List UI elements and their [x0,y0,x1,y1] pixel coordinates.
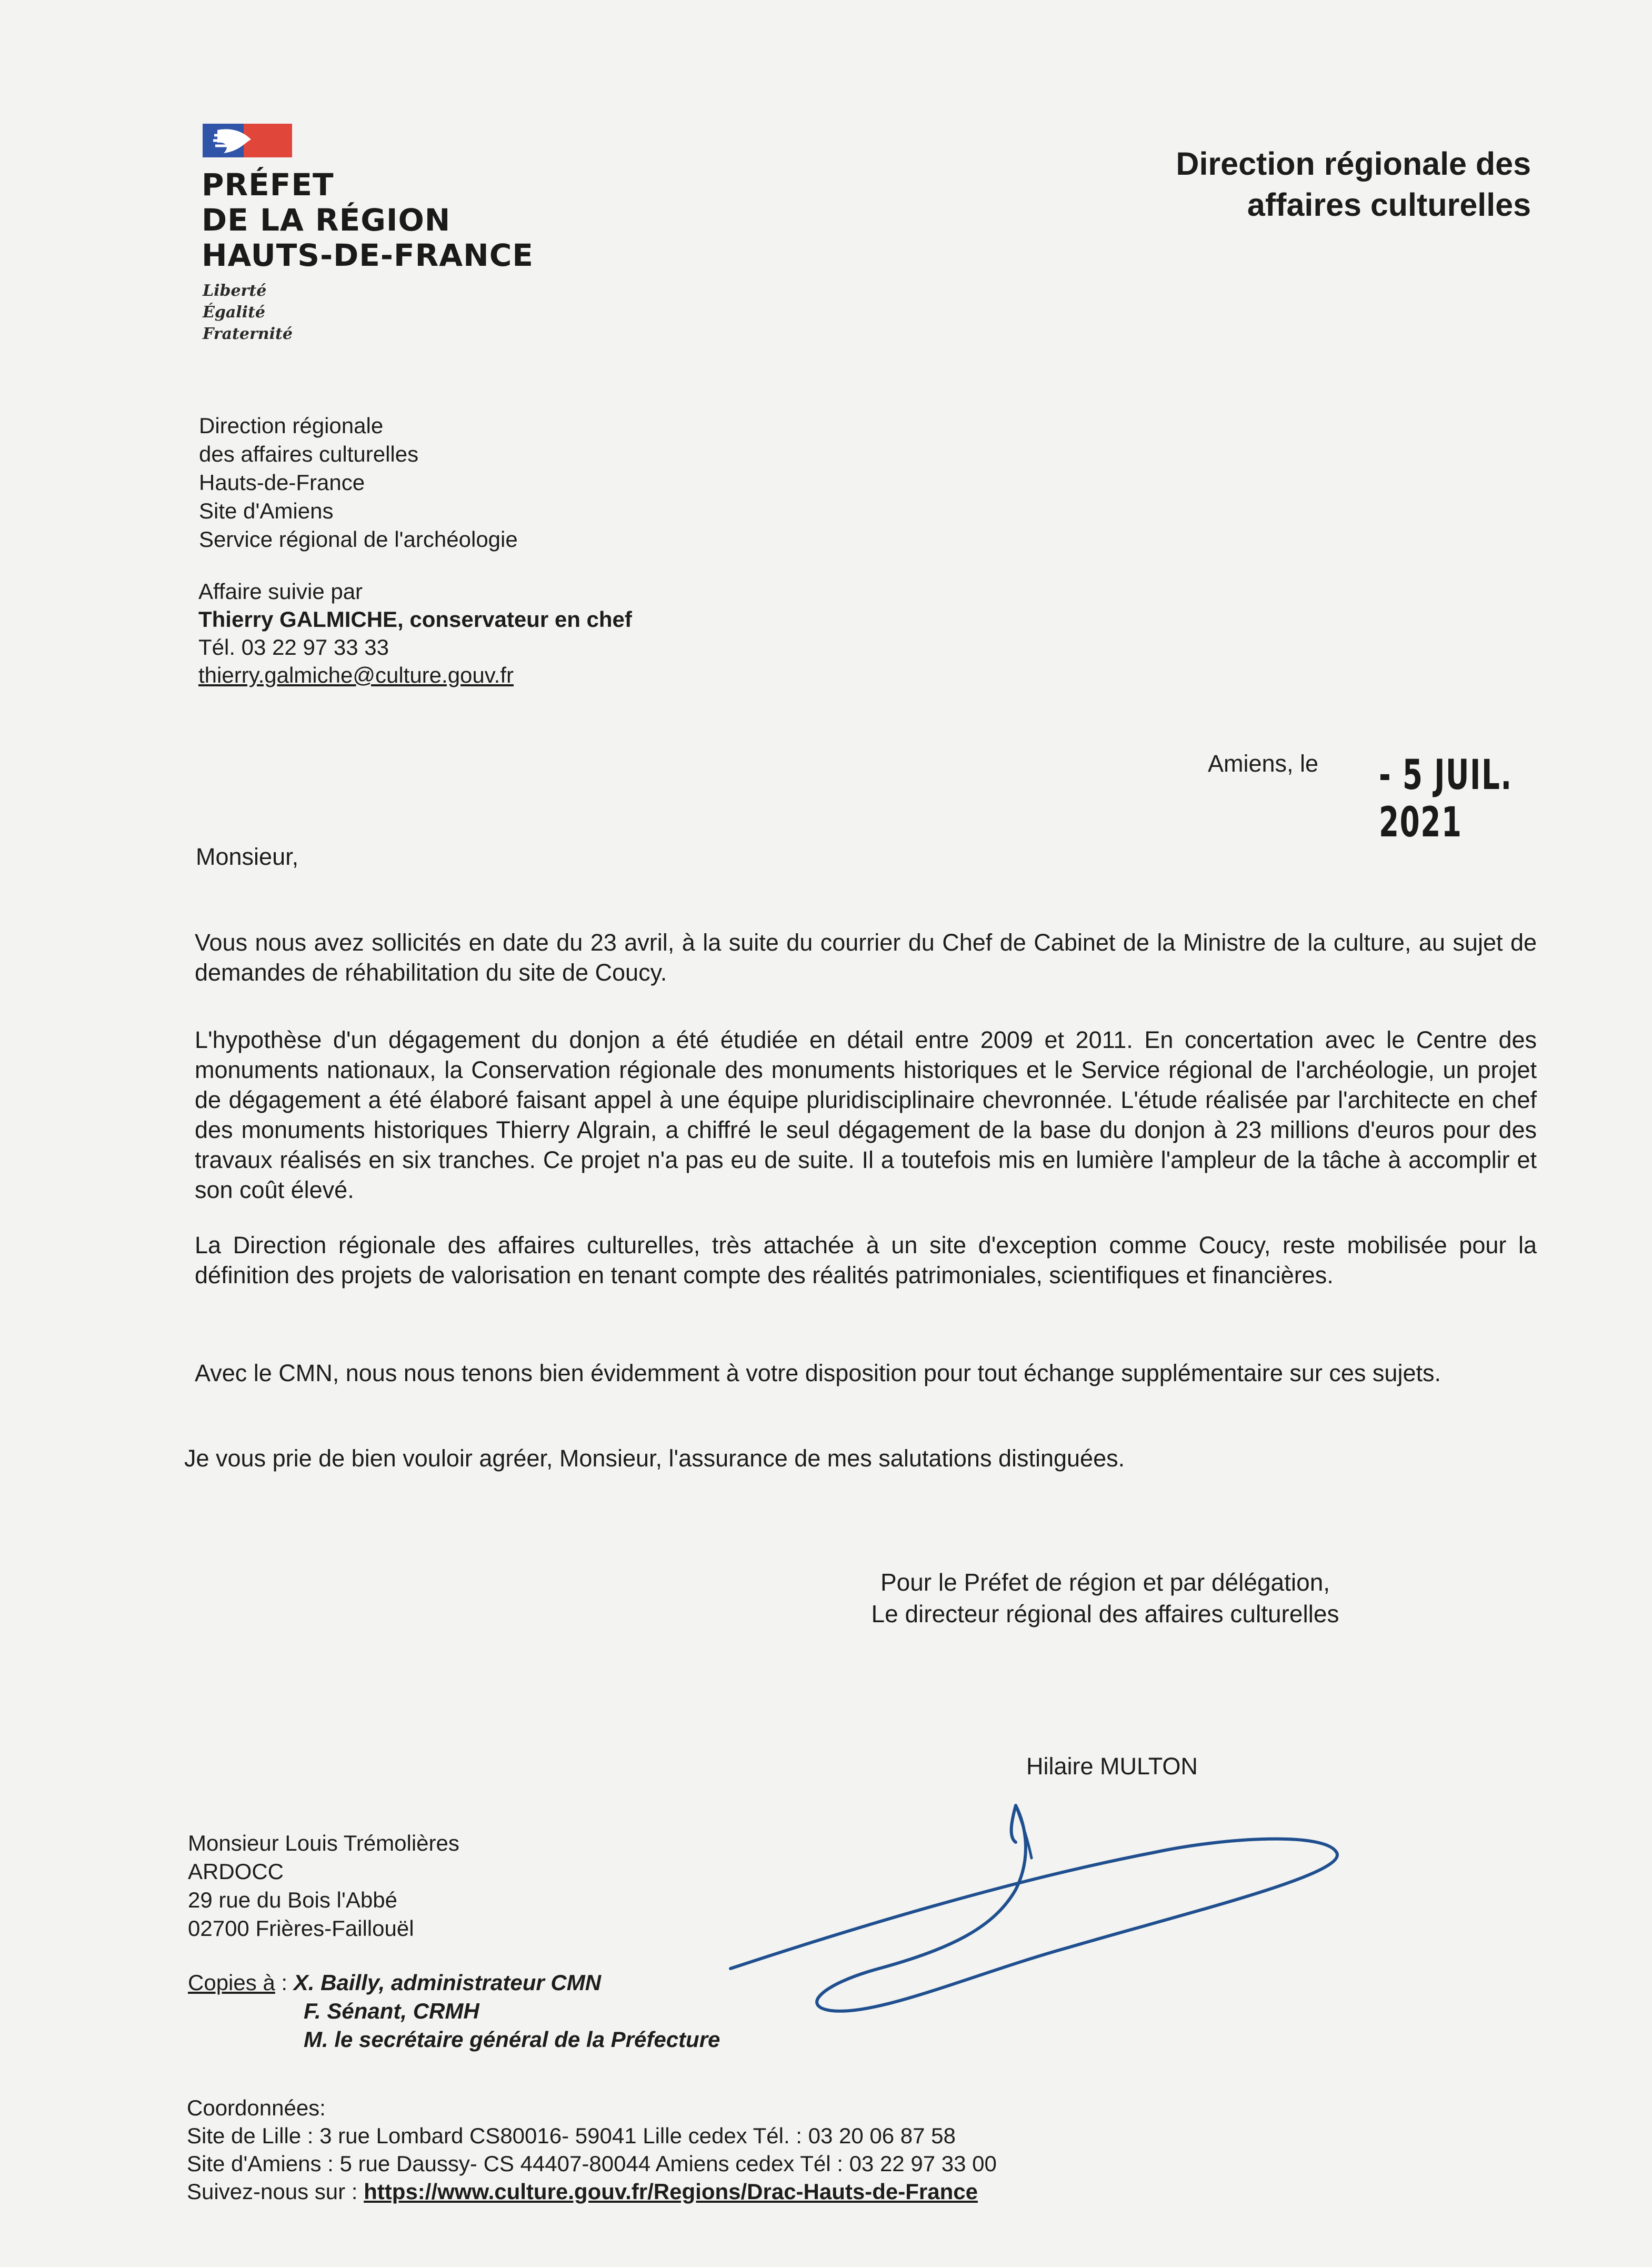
prefet-title [202,167,534,273]
recipient-address [188,1829,459,1943]
copies-label: Copies à [188,1970,275,1995]
sender-line: Direction régionale [199,413,384,438]
agent-phone: Tél. 03 22 97 33 33 [198,635,389,660]
paragraph: La Direction régionale des affaires culturelles, très attachée à un site d'exception comme Coucy, reste mobilisée pour la définition des projets de valorisation en tenant compte des réalités patrimoniales, scientifiques et financières. [195,1232,1537,1289]
copy-recipient: X. Bailly, administrateur CMN [293,1970,602,1995]
paragraph: L'hypothèse d'un dégagement du donjon a été étudiée en détail entre 2009 et 2011. En concertation avec le Centre des monuments nationaux, la Conservation régionale des monuments historiques et le Service régional de l'archéologie, un projet de dégagement a été élaboré faisant appel à une équipe pluridisciplinaire chevronnée. L'étude réalisée par l'architecte en chef des monuments historiques Thierry Algrain, a chiffré le seul dégagement de la base du donjon à 23 millions d'euros pour des travaux réalisés en six tranches. Ce projet n'a pas eu de suite. Il a toutefois mis en lumière l'ampleur de la tâche à accomplir et son coût élevé. [195,1026,1537,1203]
prefet-line: PRÉFET [202,167,334,203]
devise [203,280,293,345]
paragraph: Vous nous avez sollicités en date du 23 avril, à la suite du courrier du Chef de Cabinet de la Ministre de la culture, au sujet de demandes de réhabilitation du site de Coucy. [195,929,1537,986]
sender-line: Service régional de l'archéologie [199,527,518,552]
amiens-site-line: Site d'Amiens : 5 rue Daussy- CS 44407-80044 Amiens cedex Tél : 03 22 97 33 00 [187,2151,997,2176]
devise-line: Fraternité [203,325,293,343]
signer-name: Hilaire MULTON [1026,1753,1198,1780]
handwritten-signature [721,1795,1363,2037]
marianne-logo [203,124,292,157]
contact-footer [187,2094,997,2205]
date-label: Amiens, le [1208,750,1319,777]
paragraph: Avec le CMN, nous nous tenons bien évidemment à votre disposition pour tout échange supplémentaire sur ces sujets. [195,1360,1441,1386]
recipient-line: ARDOCC [188,1859,284,1884]
director-line: Le directeur régional des affaires culturelles [871,1600,1339,1627]
sender-line: des affaires culturelles [199,442,419,466]
delegation-line: Pour le Préfet de région et par délégation, [880,1569,1330,1596]
date-stamp: - 5 JUIL. 2021 [1379,752,1513,846]
recipient-line: 02700 Frières-Faillouël [188,1916,414,1941]
copy-recipient: M. le secrétaire général de la Préfecture [304,2027,720,2052]
drac-website-link[interactable]: https://www.culture.gouv.fr/Regions/Drac-Hauts-de-France [364,2179,978,2204]
copies-separator: : [275,1970,294,1995]
devise-line: Liberté [203,282,267,300]
sender-line: Hauts-de-France [199,470,365,495]
direction-title [1176,143,1531,225]
copy-recipient: F. Sénant, CRMH [304,1999,479,2023]
direction-title-line: affaires culturelles [1247,187,1531,223]
signature-block [842,1566,1368,1630]
follow-us-label: Suivez-nous sur : [187,2179,364,2204]
sender-line: Site d'Amiens [199,498,334,523]
case-officer [198,577,632,689]
prefet-line: DE LA RÉGION [202,202,451,238]
lille-site-line: Site de Lille : 3 rue Lombard CS80016- 59041 Lille cedex Tél. : 03 20 06 87 58 [187,2123,956,2148]
prefet-line: HAUTS-DE-FRANCE [202,237,534,273]
salutation: Monsieur, [196,843,299,870]
closing-formula: Je vous prie de bien vouloir agréer, Monsieur, l'assurance de mes salutations distinguées. [184,1445,1125,1472]
coordinates-title: Coordonnées: [187,2095,326,2120]
devise-line: Égalité [203,303,266,322]
sender-address [199,412,518,554]
recipient-line: Monsieur Louis Trémolières [188,1831,459,1855]
recipient-line: 29 rue du Bois l'Abbé [188,1887,397,1912]
agent-email-link[interactable]: thierry.galmiche@culture.gouv.fr [198,663,514,687]
copies-block [188,1969,720,2054]
followed-by-label: Affaire suivie par [198,579,363,604]
direction-title-line: Direction régionale des [1176,146,1531,182]
agent-name: Thierry GALMICHE, conservateur en chef [198,607,632,632]
